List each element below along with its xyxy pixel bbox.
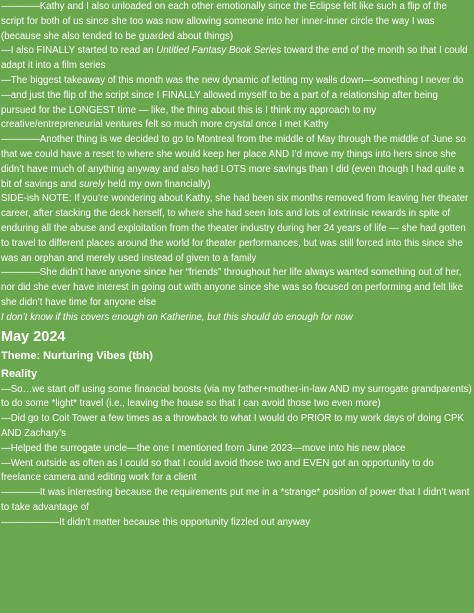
paragraph-text: —Did go to Coit Tower a few times as a throwback to what I would do PRIOR to my work days of doing CPK AND Zachary’s: [1, 413, 464, 439]
paragraphs-before: [1, 0, 472, 326]
paragraph: [1, 486, 472, 516]
paragraph-text: ————Kathy and I also unloaded on each other emotionally since the Eclipse felt like such a flip of the script for both of us since she too was now allowing someone into her inner-inner circle the way I was (because she also tended to be guarded about things): [1, 1, 447, 42]
paragraph-text: held my own financially): [104, 178, 211, 190]
paragraph: [1, 516, 472, 531]
italic-text: Untitled Fantasy Book Series: [156, 45, 282, 57]
paragraph-text: —Helped the surrogate uncle—the one I mentioned from June 2023—move into his new place: [1, 442, 406, 454]
paragraph: [1, 383, 472, 413]
paragraph-text: ————It was interesting because the requirements put me in a *strange* position of power that I didn’t want to take advantage of: [1, 487, 470, 513]
paragraph: [1, 457, 472, 487]
italic-text: surely: [79, 178, 105, 190]
paragraph-text: ——————It didn’t matter because this opportunity fizzled out anyway: [1, 516, 311, 528]
paragraph: [1, 266, 472, 310]
paragraphs-after: [1, 383, 472, 531]
paragraph: [1, 0, 472, 44]
paragraph: [1, 44, 472, 74]
paragraph-text: ————Another thing is we decided to go to Montreal from the middle of May through the middle of June so that we could have a reset to where she would keep her place AND I’d move my things into hers since she didn’t have much of anything anyway and also had LOTS more savings than I did (even though I had quite a bit of savings and: [1, 134, 466, 190]
paragraph: [1, 442, 472, 457]
paragraph: [1, 412, 472, 442]
theme-heading: Theme: Nurturing Vibes (tbh): [1, 349, 153, 362]
reality-heading: Reality: [1, 367, 38, 380]
month-heading: May 2024: [1, 328, 66, 345]
italic-text: I don’t know if this covers enough on Katherine, but this should do enough for now: [1, 311, 353, 323]
paragraph-text: —The biggest takeaway of this month was the new dynamic of letting my walls down—something I never do—and just the flip of the script since I FINALLY allowed myself to be a part of a relationship after being pursued for the LONGEST time — like, the thing about this is I think my approach to my creative/entrepreneurial ventures felt so much more crystal once I met Kathy: [1, 74, 464, 131]
paragraph-text: toward the end of the month so that I could adapt it into a film series: [1, 45, 468, 72]
paragraph-text: —I also FINALLY started to read an: [1, 45, 157, 57]
paragraph-text: —So…we start off using some financial boosts (via my father+mother-in-law AND my surrogate grandparents) to do some *light* travel (i.e., leaving the house so that I can avoid those two even more): [1, 383, 472, 410]
paragraph: [1, 133, 472, 192]
paragraph-text: ————She didn’t have anyone since her “friends” throughout her life always wanted something out of her, nor did she ever have interest in going out with anyone since she was so focused on performing and felt like she didn’t have time for anyone else: [1, 267, 464, 308]
paragraph: [1, 74, 472, 133]
paragraph: [1, 311, 472, 326]
paragraph: [1, 192, 472, 266]
paragraph-text: —Went outside as often as I could so that I could avoid those two and EVEN got an opportunity to do freelance camera and editing work for a client: [1, 457, 434, 484]
paragraph-text: SIDE-ish NOTE: If you’re wondering about Kathy, she had been six months removed from leaving her theater career, after stacking the deck herself, to where she had seen lots and lots of extrinsic rewards in spite of enduring all the abuse and exploitation from the theater industry during her 24 years of life — she had gotten to travel to different places around the world for theater performances, but was still forced into this since she was an orphan and merely used instead of given to a family: [1, 193, 469, 264]
